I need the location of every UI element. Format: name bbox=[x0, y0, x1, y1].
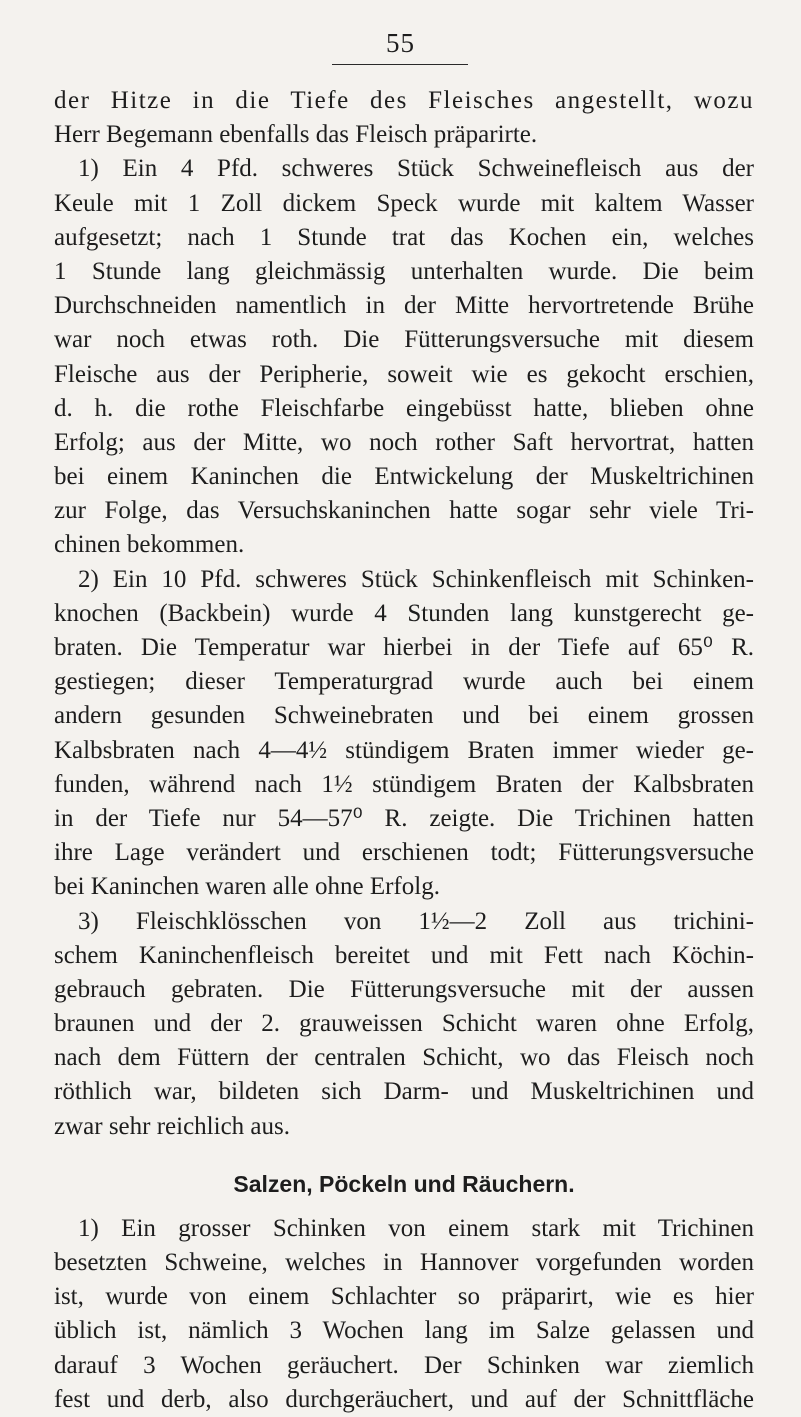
body-text bbox=[54, 84, 754, 1417]
text-line: bei Kaninchen waren alle ohne Erfolg. bbox=[54, 873, 440, 901]
text-line: chinen bekommen. bbox=[54, 531, 245, 559]
text-line: 3) Fleischklösschen von 1½—2 Zoll aus trichini- bbox=[78, 907, 754, 935]
text-line: ist, wurde von einem Schlachter so präparirt, wie es hier bbox=[54, 1283, 754, 1311]
text-line: ihre Lage verändert und erschienen todt; Fütterungsversuche bbox=[54, 839, 754, 867]
text-line: aufgesetzt; nach 1 Stunde trat das Kochen ein, welches bbox=[54, 223, 754, 251]
section-heading: Salzen, Pöckeln und Räuchern. bbox=[233, 1170, 575, 1197]
text-line: üblich ist, nämlich 3 Wochen lang im Salze gelassen und bbox=[54, 1317, 754, 1345]
text-line: Keule mit 1 Zoll dickem Speck wurde mit kaltem Wasser bbox=[54, 189, 754, 217]
text-line: andern gesunden Schweinebraten und bei einem grossen bbox=[54, 702, 754, 730]
text-line: funden, während nach 1½ stündigem Braten der Kalbsbraten bbox=[54, 770, 754, 798]
text-line: 1) Ein grosser Schinken von einem stark mit Trichinen bbox=[78, 1214, 754, 1242]
text-line: war noch etwas roth. Die Fütterungsversuche mit diesem bbox=[54, 326, 754, 354]
text-line: gebrauch gebraten. Die Fütterungsversuche mit der aussen bbox=[54, 975, 754, 1003]
text-line: 1 Stunde lang gleichmässig unterhalten wurde. Die beim bbox=[54, 257, 754, 285]
text-line: der Hitze in die Tiefe des Fleisches angestellt, wozu bbox=[54, 87, 754, 114]
text-line: darauf 3 Wochen geräuchert. Der Schinken war ziemlich bbox=[54, 1351, 754, 1379]
text-line: braten. Die Temperatur war hierbei in der Tiefe auf 65⁰ R. bbox=[54, 634, 754, 661]
text-line: schem Kaninchenfleisch bereitet und mit Fett nach Köchin- bbox=[54, 941, 754, 969]
text-line: bei einem Kaninchen die Entwickelung der Muskeltrichinen bbox=[54, 463, 754, 491]
text-line: nach dem Füttern der centralen Schicht, wo das Fleisch noch bbox=[54, 1044, 754, 1072]
text-line: Kalbsbraten nach 4—4½ stündigem Braten immer wieder ge- bbox=[54, 736, 754, 764]
text-line: Fleische aus der Peripherie, soweit wie es gekocht erschien, bbox=[54, 360, 754, 388]
text-line: Herr Begemann ebenfalls das Fleisch präparirte. bbox=[54, 121, 538, 149]
text-line: gestiegen; dieser Temperaturgrad wurde auch bei einem bbox=[54, 668, 754, 696]
text-line: in der Tiefe nur 54—57⁰ R. zeigte. Die Trichinen hatten bbox=[54, 804, 754, 832]
text-line: knochen (Backbein) wurde 4 Stunden lang kunstgerecht ge- bbox=[54, 599, 754, 627]
text-line: besetzten Schweine, welches in Hannover vorgefunden worden bbox=[54, 1249, 754, 1276]
page-number: 55 bbox=[386, 28, 415, 58]
text-line: zwar sehr reichlich aus. bbox=[54, 1112, 290, 1140]
text-line: 1) Ein 4 Pfd. schweres Stück Schweinefleisch aus der bbox=[78, 155, 754, 183]
text-line: röthlich war, bildeten sich Darm- und Muskeltrichinen und bbox=[54, 1078, 754, 1106]
text-line: d. h. die rothe Fleischfarbe eingebüsst hatte, blieben ohne bbox=[54, 394, 754, 422]
text-line: fest und derb, also durchgeräuchert, und auf der Schnittfläche bbox=[54, 1385, 754, 1413]
text-line: Erfolg; aus der Mitte, wo noch rother Saft hervortrat, hatten bbox=[54, 428, 754, 456]
text-line: zur Folge, das Versuchskaninchen hatte sogar sehr viele Tri- bbox=[54, 497, 754, 525]
text-line: 2) Ein 10 Pfd. schweres Stück Schinkenfleisch mit Schinken- bbox=[78, 565, 754, 593]
text-line: braunen und der 2. grauweissen Schicht waren ohne Erfolg, bbox=[54, 1010, 754, 1038]
page-number-rule bbox=[332, 64, 468, 65]
text-line: Durchschneiden namentlich in der Mitte hervortretende Brühe bbox=[54, 292, 754, 320]
